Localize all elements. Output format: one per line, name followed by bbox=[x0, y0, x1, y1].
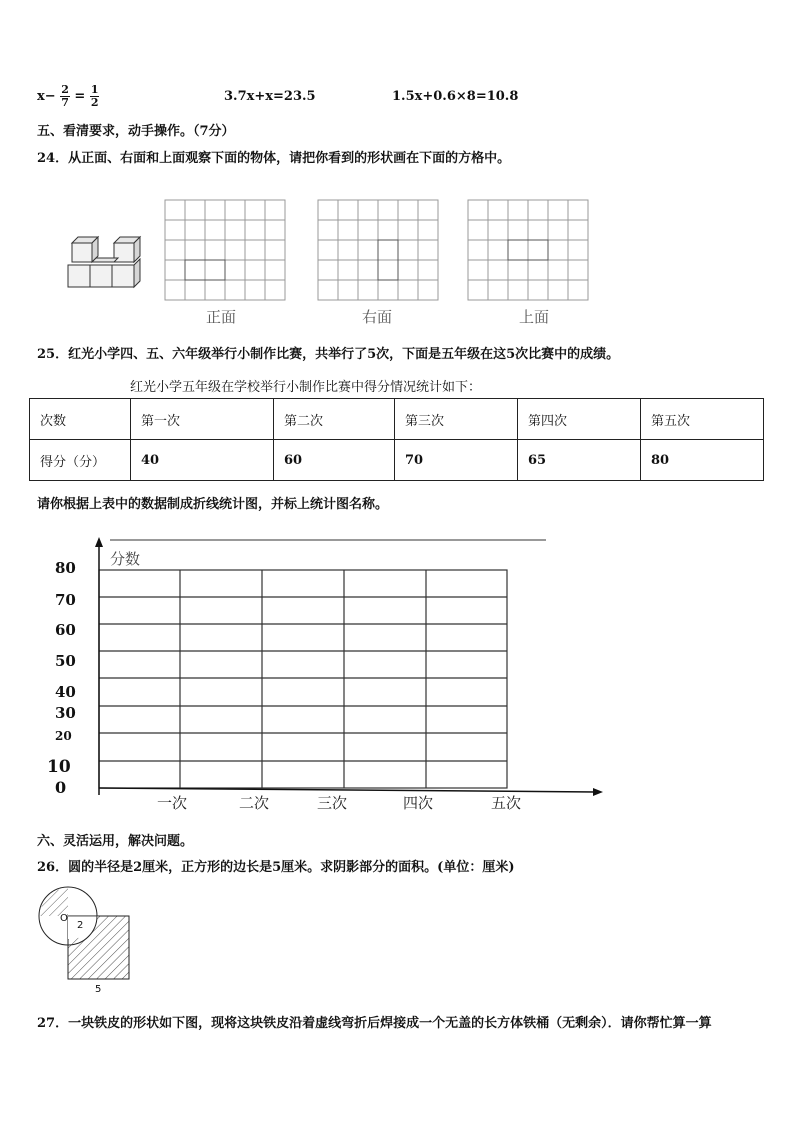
equation-1 bbox=[37, 80, 99, 114]
y-tick-label: 20 bbox=[55, 729, 72, 743]
y-tick-label: 30 bbox=[55, 704, 76, 722]
eq1-equals: = bbox=[74, 89, 86, 104]
table-row bbox=[30, 440, 764, 481]
grid-top[interactable] bbox=[468, 200, 588, 300]
y-tick-label: 60 bbox=[55, 621, 76, 639]
table-cell-score: 60 bbox=[274, 440, 395, 481]
eq1-fraction-left bbox=[60, 84, 70, 109]
x-axis-arrow bbox=[593, 788, 603, 796]
table-caption: 红光小学五年级在学校举行小制作比赛中得分情况统计如下： bbox=[130, 380, 482, 395]
y-tick-label: 70 bbox=[55, 591, 76, 609]
table-header-cell: 第五次 bbox=[641, 399, 764, 440]
x-tick-label: 五次 bbox=[490, 794, 522, 812]
grid-right[interactable] bbox=[318, 200, 438, 300]
circle-center-label: O bbox=[60, 913, 68, 924]
table-cell-score: 80 bbox=[641, 440, 764, 481]
x-tick-label: 三次 bbox=[316, 794, 348, 812]
section-6-heading: 六、灵活运用，解决问题。 bbox=[37, 834, 194, 849]
eq1-fraction-right bbox=[90, 84, 100, 109]
y-axis-arrow bbox=[95, 537, 103, 547]
table-cell-score: 40 bbox=[131, 440, 274, 481]
view-label-top: 上面 bbox=[519, 308, 550, 326]
eq1-frac1-numerator: 2 bbox=[61, 83, 69, 96]
table-row-label: 得分（分） bbox=[30, 440, 131, 481]
question-27-text: 27．一块铁皮的形状如下图，现将这块铁皮沿着虚线弯折后焊接成一个无盖的长方体铁桶（无剩余）．请你帮忙算一算 bbox=[37, 1016, 712, 1031]
side-label: 5 bbox=[95, 984, 102, 995]
view-label-right: 右面 bbox=[362, 308, 393, 326]
y-tick-label: 50 bbox=[55, 652, 76, 670]
q26-figure bbox=[36, 878, 136, 998]
table-header-cell: 第一次 bbox=[131, 399, 274, 440]
eq1-minus: − bbox=[44, 89, 56, 104]
x-tick-label: 一次 bbox=[156, 794, 188, 812]
view-label-front: 正面 bbox=[206, 308, 237, 326]
table-cell-score: 65 bbox=[518, 440, 641, 481]
y-tick-label: 10 bbox=[47, 757, 71, 777]
y-tick-label: 80 bbox=[55, 559, 76, 577]
cube-object-illustration bbox=[68, 237, 140, 287]
table-header-cell: 次数 bbox=[30, 399, 131, 440]
y-axis-label: 分数 bbox=[110, 550, 141, 568]
eq1-frac1-denominator: 7 bbox=[61, 96, 69, 109]
table-cell-score: 70 bbox=[395, 440, 518, 481]
chart-instruction: 请你根据上表中的数据制成折线统计图，并标上统计图名称。 bbox=[37, 497, 389, 512]
score-table bbox=[29, 398, 764, 481]
table-header-cell: 第三次 bbox=[395, 399, 518, 440]
x-tick-label: 四次 bbox=[402, 794, 434, 812]
equation-3: 1.5x+0.6×8=10.8 bbox=[392, 89, 519, 104]
question-25-text: 25．红光小学四、五、六年级举行小制作比赛，共举行了5次，下面是五年级在这5次比赛中的成绩。 bbox=[37, 347, 620, 362]
table-header-row bbox=[30, 399, 764, 440]
x-tick-label: 二次 bbox=[238, 794, 270, 812]
grid-front[interactable] bbox=[165, 200, 285, 300]
eq1-frac2-denominator: 2 bbox=[90, 96, 99, 109]
table-header-cell: 第二次 bbox=[274, 399, 395, 440]
y-tick-label: 40 bbox=[55, 683, 76, 701]
table-header-cell: 第四次 bbox=[518, 399, 641, 440]
equation-2: 3.7x+x=23.5 bbox=[224, 89, 316, 104]
eq1-frac2-numerator: 1 bbox=[90, 83, 99, 96]
question-26-text: 26．圆的半径是2厘米，正方形的边长是5厘米。求阴影部分的面积。(单位：厘米) bbox=[37, 860, 515, 875]
question-24-text: 24．从正面、右面和上面观察下面的物体，请把你看到的形状画在下面的方格中。 bbox=[37, 151, 511, 166]
eq1-variable: x bbox=[37, 89, 45, 104]
y-tick-label: 0 bbox=[55, 778, 67, 797]
section-5-heading: 五、看清要求，动手操作。（7分） bbox=[37, 124, 235, 139]
radius-label: 2 bbox=[77, 920, 84, 931]
chart-grid bbox=[99, 570, 507, 788]
line-chart[interactable] bbox=[0, 525, 620, 830]
